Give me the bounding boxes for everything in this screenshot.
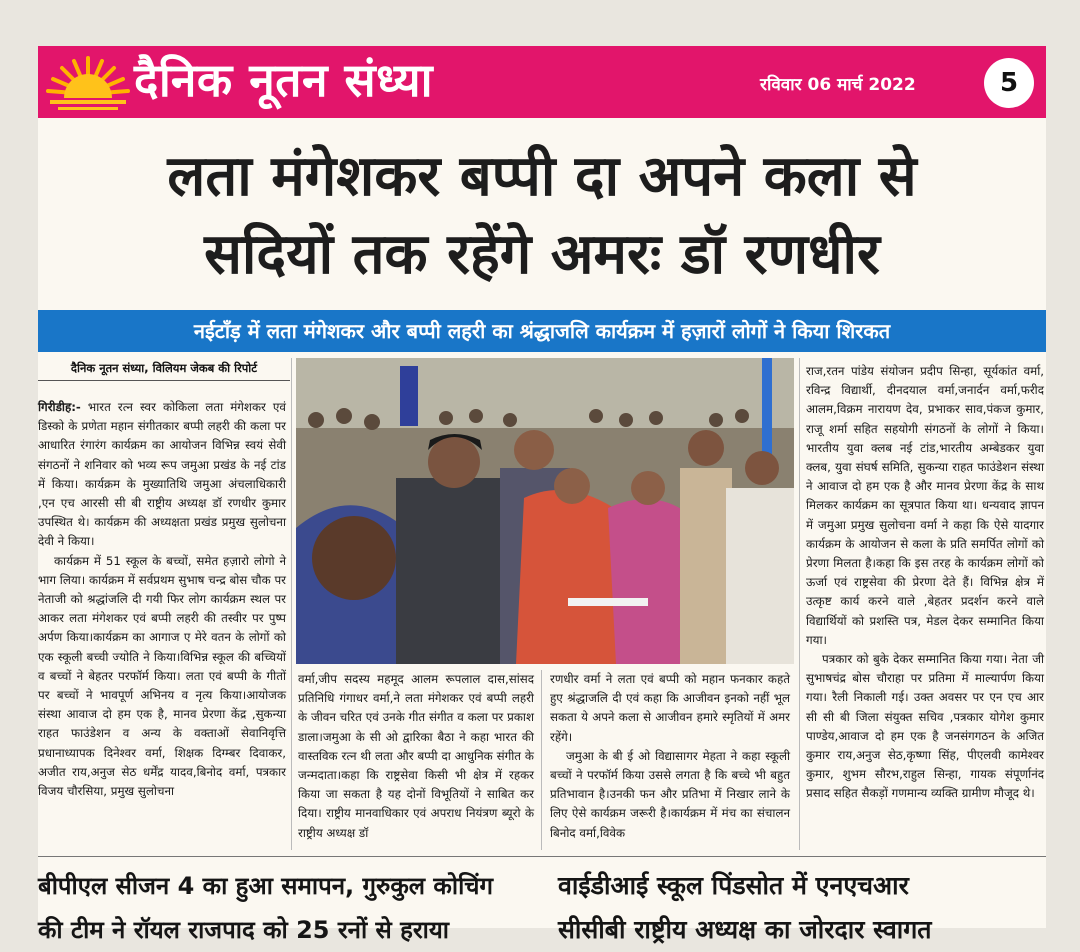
column-divider xyxy=(799,358,800,850)
event-photo-illustration xyxy=(296,358,794,664)
newspaper-title: दैनिक नूतन संध्या xyxy=(134,53,433,107)
main-headline xyxy=(38,138,1046,294)
headline-line-2: सीसीबी राष्ट्रीय अध्यक्ष का जोरदार स्वागत xyxy=(558,915,932,944)
rising-sun-logo-icon xyxy=(44,52,132,112)
paragraph: रणधीर वर्मा ने लता एवं बप्पी को महान फनकार कहते हुए श्रंद्धाजलि दी एवं कहा कि आजीवन इनको नहीं भूल सकता ये अपने कला से आजीवन हमारे स्मृतियों में अमर रहेंगे। xyxy=(550,672,790,744)
headline-line-1: वाईडीआई स्कूल पिंडसोत में एनएचआर xyxy=(558,871,909,900)
paragraph: पत्रकार को बुके देकर सम्मानित किया गया। नेता जी सुभाषचंद्र बोस चौराहा पर प्रतिमा में माल्यार्पण किया गया। रैली निकाली गई। उक्त अवसर पर एन एच आर सी सी बी जिला संयुक्त सचिव ,पत्रकार योगेश कुमार पाण्डेय,आवाज दो हम एक है जनसंगगठन के अजित कुमार राय,अनुज सेठ,कृष्णा सिंह, पीएलवी कामेश्वर कुमार, शुभम सौरभ,राहुल सिन्हा, गायक संपूर्णानंद प्रसाद सहित सैकड़ों गणमान्य व्यक्ति ग्रामीण मौजूद थे। xyxy=(806,652,1044,801)
section-divider xyxy=(38,856,1046,857)
paragraph: भारत रत्न स्वर कोकिला लता मंगेशकर एवं डिस्को के प्रणेता महान संगीतकार बप्पी लहरी की कला पर आधारित रंगारंग कार्यक्रम का आयोजन विभिन्न स्वयं सेवी संगठनों ने शनिवार को भव्य रूप जमुआ प्रखंड के नई टांड में किया। कार्यक्रम के मुख्यातिथि जमुआ अंचलाधिकारी ,एन एच आरसी सी बी राष्ट्रीय अध्यक्ष डॉ रणधीर कुमार उपस्थित थे। कार्यक्रम की अध्यक्षता प्रखंड प्रमुख सुलोचना देवी ने किया। xyxy=(38,400,286,549)
paragraph: जमुआ के बी ई ओ विद्यासागर मेहता ने कहा स्कूली बच्चों ने परफॉर्म किया उससे लगता है कि बच्चे भी बहुत प्रतिभावान है।उनकी फन और प्रतिभा में निखार लाने के लिए ऐसे कार्यक्रम जरूरी है।कार्यक्रम में मंच का संचालन बिनोद वर्मा,विवेक xyxy=(550,748,790,840)
article-column-4 xyxy=(806,362,1044,850)
dateline: गिरीडीह:- xyxy=(38,400,81,414)
newspaper-page xyxy=(38,46,1046,944)
issue-date: रविवार 06 मार्च 2022 xyxy=(760,75,916,95)
masthead xyxy=(38,46,1046,118)
article-column-3 xyxy=(550,670,790,850)
headline-line-1: बीपीएल सीजन 4 का हुआ समापन, गुरुकुल कोचिंग xyxy=(38,872,494,900)
bottom-left-headline xyxy=(38,864,538,952)
article-column-1 xyxy=(38,398,286,850)
column-divider xyxy=(541,670,542,850)
headline-line-1: लता मंगेशकर बप्पी दा अपने कला से xyxy=(167,144,917,209)
column-divider xyxy=(291,358,292,850)
byline: दैनिक नूतन संध्या, विलियम जेकब की रिपोर्ट xyxy=(38,358,290,381)
page-number-badge: 5 xyxy=(984,58,1034,108)
paragraph: कार्यक्रम में 51 स्कूल के बच्चों, समेत हज़ारो लोगो ने भाग लिया। कार्यक्रम में सर्वप्रथम सुभाष चन्द्र बोस चौक पर नेताजी को श्रद्धांजलि दी गयी फिर लोग कार्यक्रम स्थल पर आकर लता मंगेशकर एवं बप्पी लहरी की तस्वीर पर पुष्प अर्पण किया।कार्यक्रम का आगाज ए मेरे वतन के लोगों को एक स्कूली बच्ची ज्योति ने किया।विभिन्न स्कूल की बच्चियों व बच्चों ने बेहतर परफॉर्म किया। लता एवं बप्पी के गीतों पर बच्चों ने भावपूर्ण अभिनय व नृत्य किया।आयोजक संस्था आवाज दो हम एक है, मानव प्रेरणा केंद्र ,सुकन्या राहत फाउंडेशन व अन्य के वक्ताओं सेवानिवृत्ति प्रधानाध्यापक दिनेश्वर वर्मा, शिक्षक दिग्म्बर दिवाकर, अजीत राय,अनुज सेठ धर्मेंद्र यादव,बिनोद वर्मा, पत्रकार विजय चौरसिया, प्रमुख सुलोचना xyxy=(38,553,286,799)
event-photo xyxy=(296,358,794,664)
bottom-right-headline xyxy=(558,864,1046,952)
headline-line-2: सदियों तक रहेंगे अमरः डॉ रणधीर xyxy=(204,222,880,287)
subheadline-banner: नईटाँड़ में लता मंगेशकर और बप्पी लहरी का श्रंद्धाजलि कार्यक्रम में हज़ारों लोगों ने किया शिरकत xyxy=(38,310,1046,352)
paragraph: वर्मा,जीप सदस्य महमूद आलम रूपलाल दास,सांसद प्रतिनिधि गंगाधर वर्मा,ने लता मंगेशकर एवं बप्पी लहरी के जीवन चरित एवं उनके गीत संगीत व कला पर प्रकाश डाला।जमुआ के सी ओ द्वारिका बैठा ने कहा भारत की वास्तविक रत्न थी लता और बप्पी दा आधुनिक संगीत के जन्मदाता।कहा कि राष्ट्रसेवा किसी भी क्षेत्र में रहकर किया जा सकता है यह दोनों विभूतियों ने साबित कर दिया। राष्ट्रीय मानवाधिकार एवं अपराध नियंत्रण ब्यूरो के राष्ट्रीय अध्यक्ष डॉ xyxy=(298,672,534,840)
article-column-2 xyxy=(298,670,534,850)
paragraph: राज,रतन पांडेय संयोजन प्रदीप सिन्हा, सूर्यकांत वर्मा, रविन्द्र विद्यार्थी, दीनदयाल वर्मा,जनार्दन वर्मा,फरीद आलम,विक्रम नारायण देव, प्रभाकर साव,पंकज कुमार, राजू शर्मा सहित सहयोगी संगठनों के लोगों ने किया। भारतीय युवा क्लब नई टांड,भारतीय अम्बेडकर युवा क्लब, युवा संघर्ष समिति, सुकन्या राहत फाउंडेशन संस्था ने आवाज दो हम एक है और मानव प्रेरणा केंद्र के साथ मिलकर कार्यक्रम का सूत्रपात किया था। धन्यवाद ज्ञापन में जमुआ प्रमुख सुलोचना वर्मा ने कहा कि ऐसे यादगार कार्यक्रम के आयोजन से कला के प्रति समर्पित लोगों को प्रेरणा मिलता है।कहा कि इस तरह के कार्यक्रम लोगों को ऊर्जा एवं राष्ट्रसेवा की प्रेरणा देते हैं। विभिन्न क्षेत्र में उत्कृष्ट कार्य करने वाले ,बेहतर प्रदर्शन करने वाले विद्यार्थियों को प्रशस्ति पत्र, मेडल देकर सम्मानित किया गया। xyxy=(806,364,1044,647)
headline-line-2: की टीम ने रॉयल राजपाद को 25 रनों से हराया xyxy=(38,916,450,944)
